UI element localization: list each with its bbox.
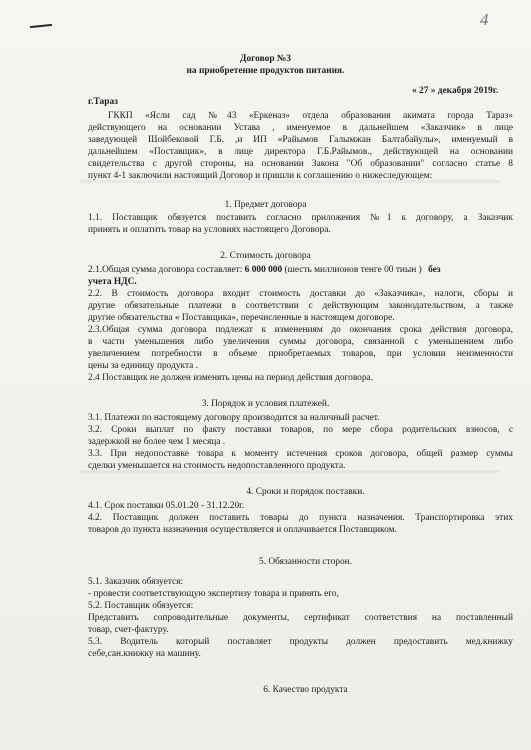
- total-amount-value: 6 000 000: [244, 265, 283, 275]
- section-4-line: товаров до пункта назначения осуществляется и оплачивается Поставщиком.: [88, 525, 397, 535]
- section-3-title: 3. Порядок и условия платежей.: [201, 399, 330, 409]
- section-5-line: Представить сопроводительные документы, сертификат соответствия на поставленный: [88, 613, 513, 623]
- section-4-line: 4.2. Поставщик должен поставить товары до пункта назначения. Транспортировка этих: [88, 513, 513, 523]
- section-4-line: 4.1. Срок поставки 05.01.20 - 31.12.20г.: [88, 501, 245, 511]
- preamble-line: ГККП «Ясли сад №43 «Еркеназ» отдела образования акимата города Тараз»: [108, 111, 513, 121]
- total-amount-words: (шесть миллионов тенге 00 тиын ): [284, 265, 422, 275]
- vat-note-end: учета НДС.: [88, 277, 137, 287]
- document-title: Договор №3: [240, 54, 291, 64]
- section-2-title: 2. Стоимость договора: [220, 251, 311, 261]
- section-3-line: 3.1. Платежи по настоящему договору производится за наличный расчет.: [88, 413, 380, 423]
- document-subtitle: на приобретение продуктов питания.: [186, 66, 345, 76]
- total-amount-line: [88, 264, 441, 276]
- section-2-line: 2.2. В стоимость договора входит стоимость доставки до «Заказчика», налоги, сборы и: [88, 289, 513, 299]
- section-5-line: 5.3. Водитель который поставляет продукты должен предоставить мед.книжку: [88, 637, 513, 647]
- section-3-line: 3.2. Сроки выплат по факту поставки товаров, по мере сбора родительских взносов, с: [88, 425, 513, 435]
- preamble-line: пункт 4-1 заключили настоящий Договор и пришли к соглашению о нижеследующем:: [88, 171, 433, 181]
- section-5-line: товар, счет-фактуру.: [88, 625, 169, 635]
- margin-mark: [30, 24, 52, 28]
- section-3-line: 3.3. При недопоставке товара к моменту истечения сроков договора, общей размер суммы: [88, 449, 513, 459]
- section-5-line: 5.1. Заказчик обязуется:: [88, 577, 184, 587]
- section-4-title: 4. Сроки и порядок поставки.: [246, 487, 365, 497]
- section-1-title: 1. Предмет договора: [224, 200, 307, 210]
- page-number: 4: [480, 10, 489, 29]
- section-1-line: принять и оплатить товар на условиях настоящего Договора.: [88, 225, 331, 235]
- section-3-line: задержкой не более чем 1 месяца .: [88, 437, 226, 447]
- section-1-line: 1.1. Поставщик обязуется поставить согласно приложения №1 к договору, а Заказчик: [88, 213, 513, 223]
- total-amount-label: 2.1.Общая сумма договора составляет:: [88, 265, 243, 275]
- section-2-line: 2.3.Общая сумма договора подлежат к изменениям до окончания срока действия договора,: [88, 325, 513, 335]
- section-3-line: сделки уменьшается на стоимость недопоставленного продукта.: [88, 461, 346, 471]
- section-5-title: 5. Обязанности сторон.: [259, 557, 352, 567]
- section-5-line: себе,сан.книжку на машину.: [88, 649, 201, 659]
- section-2-line: другие обязательные платежи в соответствии с действующим законодательством, а также: [88, 301, 513, 311]
- contract-date: « 27 » декабря 2019г.: [412, 86, 499, 96]
- section-2-line: 2.4 Поставщик не должен изменять цены на период действия договора.: [88, 373, 374, 383]
- preamble-line: свидетельства с другой стороны, на основании Закона "Об образовании" согласно статье 8: [88, 159, 513, 169]
- section-2-line: цены за единицу продукта .: [88, 361, 199, 371]
- preamble-line: действующего на основании Устава , именуемое в дальнейшем «Заказчик» в лице: [88, 123, 513, 133]
- preamble-line: заведующей Шойбековой Г.Б. ,и ИП «Райымов Галымжан Балтабайулы», именуемый в: [88, 135, 513, 145]
- section-2-line: увеличением потребности в объеме приобретаемых товаров, при условии неизменности: [88, 349, 513, 359]
- vat-note-start: без: [428, 265, 441, 275]
- section-2-line: другие обязательства « Поставщика», перечисленные в настоящем договоре.: [88, 313, 395, 323]
- section-6-title: 6. Качество продукта: [263, 685, 348, 695]
- section-5-line: - провести соответствующую экспертизу товара и принять его,: [88, 589, 339, 599]
- contract-city: г.Тараз: [88, 97, 118, 107]
- section-5-line: 5.2. Поставщик обязуется:: [88, 601, 194, 611]
- preamble-line: дальнейшем «Поставщик», в лице директора Г.Б.Райымов., действующей на основании: [88, 147, 513, 157]
- section-2-line: в части уменьшения либо увеличения суммы договора, связанной с уменьшением либо: [88, 337, 513, 347]
